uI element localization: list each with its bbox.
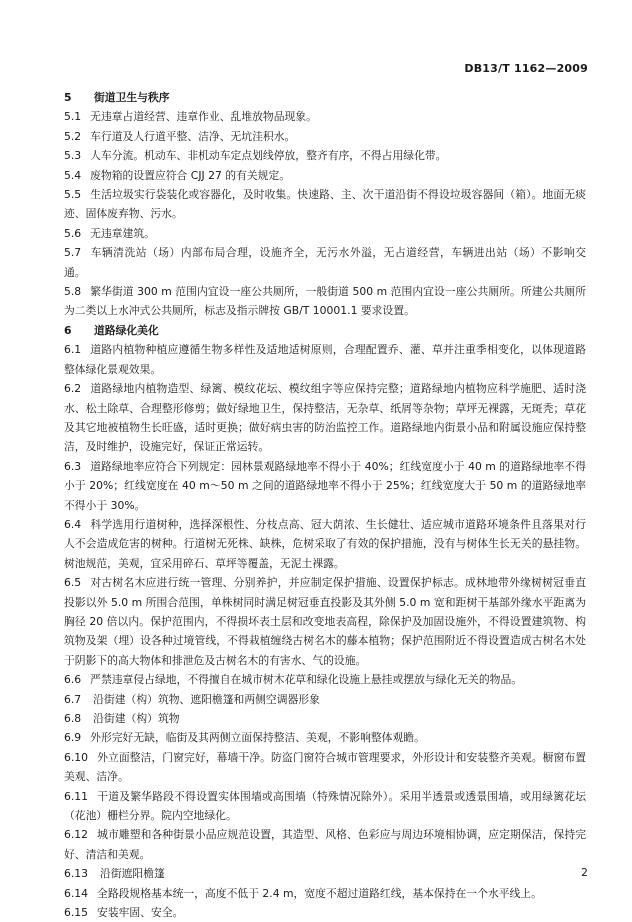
- clause-text: 生活垃圾实行袋装化或容器化，及时收集。快速路、主、次干道沿街不得设垃圾容器间（箱）。地面无痰迹、固体废弃物、污水。: [64, 188, 586, 221]
- clause-number: 6.3: [64, 459, 82, 473]
- clause: [64, 903, 586, 922]
- clause-text: 无违章占道经营、违章作业、乱堆放物品现象。: [90, 110, 317, 124]
- clause: [64, 457, 586, 515]
- section-number: 5: [64, 91, 72, 104]
- clause-text: 严禁违章侵占绿地，不得擅自在城市树木花草和绿化设施上悬挂或摆放与绿化无关的物品。: [90, 673, 523, 687]
- clause-number: 6.6: [64, 673, 82, 687]
- clause-text: 道路绿地率应符合下列规定：园林景观路绿地率不得小于 40%；红线宽度小于 40 m 的道路绿地率不得小于 20%；红线宽度在 40 m～50 m 之间的道路绿地率不得小于 25%；红线宽度大于 50 m 的道路绿地率不得小于 30%。: [64, 459, 586, 512]
- clause: [64, 107, 586, 126]
- clause: [64, 127, 586, 146]
- clause-text: 全路段规格基本统一，高度不低于 2.4 m，宽度不超过道路红线，基本保持在一个水平线上。: [97, 886, 542, 900]
- clause: [64, 515, 586, 573]
- subclause-heading: [64, 690, 586, 709]
- section-title: 道路绿化美化: [94, 323, 159, 337]
- section-heading: [64, 321, 586, 340]
- clause-text: 安装牢固、安全。: [97, 906, 184, 920]
- clause-number: 6.8: [64, 712, 82, 725]
- clause-number: 6.11: [64, 789, 89, 803]
- clause-text: 城市雕塑和各种街景小品应规范设置，其造型、风格、色彩应与周边环境相协调，应定期保洁，保持完好、清洁和美观。: [64, 828, 586, 861]
- clause-number: 5.6: [64, 226, 82, 240]
- clause-number: 6.12: [64, 828, 89, 842]
- section-number: 6: [64, 323, 72, 337]
- clause-number: 6.13: [64, 867, 89, 881]
- clause: [64, 379, 586, 457]
- clause-number: 5.7: [64, 246, 82, 260]
- document-body: [64, 88, 586, 922]
- clause: [64, 748, 586, 787]
- clause-text: 人车分流。机动车、非机动车定点划线停放，整齐有序，不得占用绿化带。: [90, 149, 447, 163]
- clause-text: 干道及繁华路段不得设置实体围墙或高围墙（特殊情况除外）。采用半透景或透景围墙，或用绿篱花坛（花池）栅栏分界。院内空地绿化。: [64, 789, 586, 823]
- clause-text: 沿街建（构）筑物、遮阳檐篷和两侧空调器形象: [93, 692, 320, 706]
- clause-number: 6.10: [64, 750, 89, 764]
- clause: [64, 166, 586, 185]
- clause-number: 6.5: [64, 576, 82, 590]
- clause-text: 道路绿地内植物造型、绿篱、模纹花坛、模纹组字等应保持完整；道路绿地内植物应科学施肥、适时浇水、松土除草、合理整形修剪；做好绿地卫生，保持整洁，无杂草、纸屑等杂物；草坪无裸露，无斑秃；草花及其它地被植物生长旺盛，适时更换；做好病虫害的防治监控工作。道路绿地内街景小品和附属设施应保持整洁，及时维护，设施完好，保证正常运转。: [64, 382, 586, 454]
- section-heading: [64, 88, 586, 107]
- clause-number: 6.2: [64, 382, 82, 396]
- clause-text: 沿街遮阳檐篷: [100, 867, 165, 881]
- clause: [64, 787, 586, 826]
- clause-number: 5.8: [64, 285, 82, 299]
- clause-text: 外形完好无缺，临街及其两侧立面保持整洁、美观，不影响整体观瞻。: [90, 731, 425, 745]
- clause: [64, 670, 586, 689]
- clause: [64, 185, 586, 224]
- document-id: DB13/T 1162—2009: [464, 62, 588, 75]
- clause-number: 5.1: [64, 110, 82, 124]
- clause-text: 废物箱的设置应符合 CJJ 27 的有关规定。: [90, 168, 291, 182]
- clause: [64, 224, 586, 243]
- subclause-heading: [64, 864, 586, 883]
- clause-number: 5.2: [64, 129, 82, 143]
- subclause-heading: [64, 709, 586, 728]
- clause-text: 车行道及人行道平整、洁净、无坑洼积水。: [90, 129, 296, 143]
- clause: [64, 884, 586, 903]
- clause-text: 车辆清洗站（场）内部布局合理，设施齐全，无污水外溢，无占道经营，车辆进出站（场）不影响交通。: [64, 246, 586, 279]
- clause-text: 无违章建筑。: [90, 226, 155, 240]
- clause-number: 6.14: [64, 886, 89, 900]
- clause-number: 5.3: [64, 149, 82, 163]
- clause-text: 道路内植物种植应遵循生物多样性及适地适树原则，合理配置乔、灌、草并注重季相变化，以体现道路整体绿化景观效果。: [64, 343, 586, 376]
- clause: [64, 728, 586, 747]
- clause-text: 科学选用行道树种，选择深根性、分枝点高、冠大荫浓、生长健壮、适应城市道路环境条件且落果对行人不会造成危害的树种。行道树无死株、缺株，危树采取了有效的保护措施，没有与树体生长无关的悬挂物。树池规范，美观，宜采用碎石、草坪等覆盖，无泥土裸露。: [64, 517, 586, 570]
- clause-text: 外立面整洁，门窗完好，幕墙干净。防盗门窗符合城市管理要求，外形设计和安装整齐美观。橱窗布置美观、洁净。: [64, 750, 586, 784]
- clause-number: 6.4: [64, 517, 82, 531]
- clause-number: 6.1: [64, 343, 82, 357]
- clause-number: 6.15: [64, 906, 89, 920]
- clause-text: 繁华街道 300 m 范围内宜设一座公共厕所，一般街道 500 m 范围内宜设一座公共厕所。所建公共厕所为二类以上水冲式公共厕所，标志及指示牌按 GB/T 10001.1 要求设置。: [64, 285, 586, 318]
- page-number: 2: [581, 866, 588, 879]
- clause-number: 5.4: [64, 168, 82, 182]
- clause: [64, 243, 586, 282]
- clause: [64, 340, 586, 379]
- clause: [64, 825, 586, 864]
- clause-number: 6.9: [64, 731, 82, 745]
- clause: [64, 146, 586, 165]
- clause-number: 6.7: [64, 692, 82, 706]
- clause-text: 沿街建（构）筑物: [93, 712, 180, 725]
- clause-text: 对古树名木应进行统一管理、分别养护，并应制定保护措施、设置保护标志。成林地带外缘树树冠垂直投影以外 5.0 m 所围合范围，单株树同时满足树冠垂直投影及其外侧 5.0 m 宽和距树干基部外缘水平距离为胸径 20 倍以内。保护范围内，不得损坏表土层和改变地表高程，除保护及加固设施外，不得设置建筑物、构筑物及架（埋）设各种过境管线，不得栽植缠绕古树名木的藤本植物；保护范围附近不得设置造成古树名木处于阴影下的高大物体和排泄危及古树名木的有害水、气的设施。: [64, 576, 586, 667]
- section-title: 街道卫生与秩序: [94, 91, 170, 104]
- clause: [64, 282, 586, 321]
- clause: [64, 573, 586, 670]
- clause-number: 5.5: [64, 188, 82, 202]
